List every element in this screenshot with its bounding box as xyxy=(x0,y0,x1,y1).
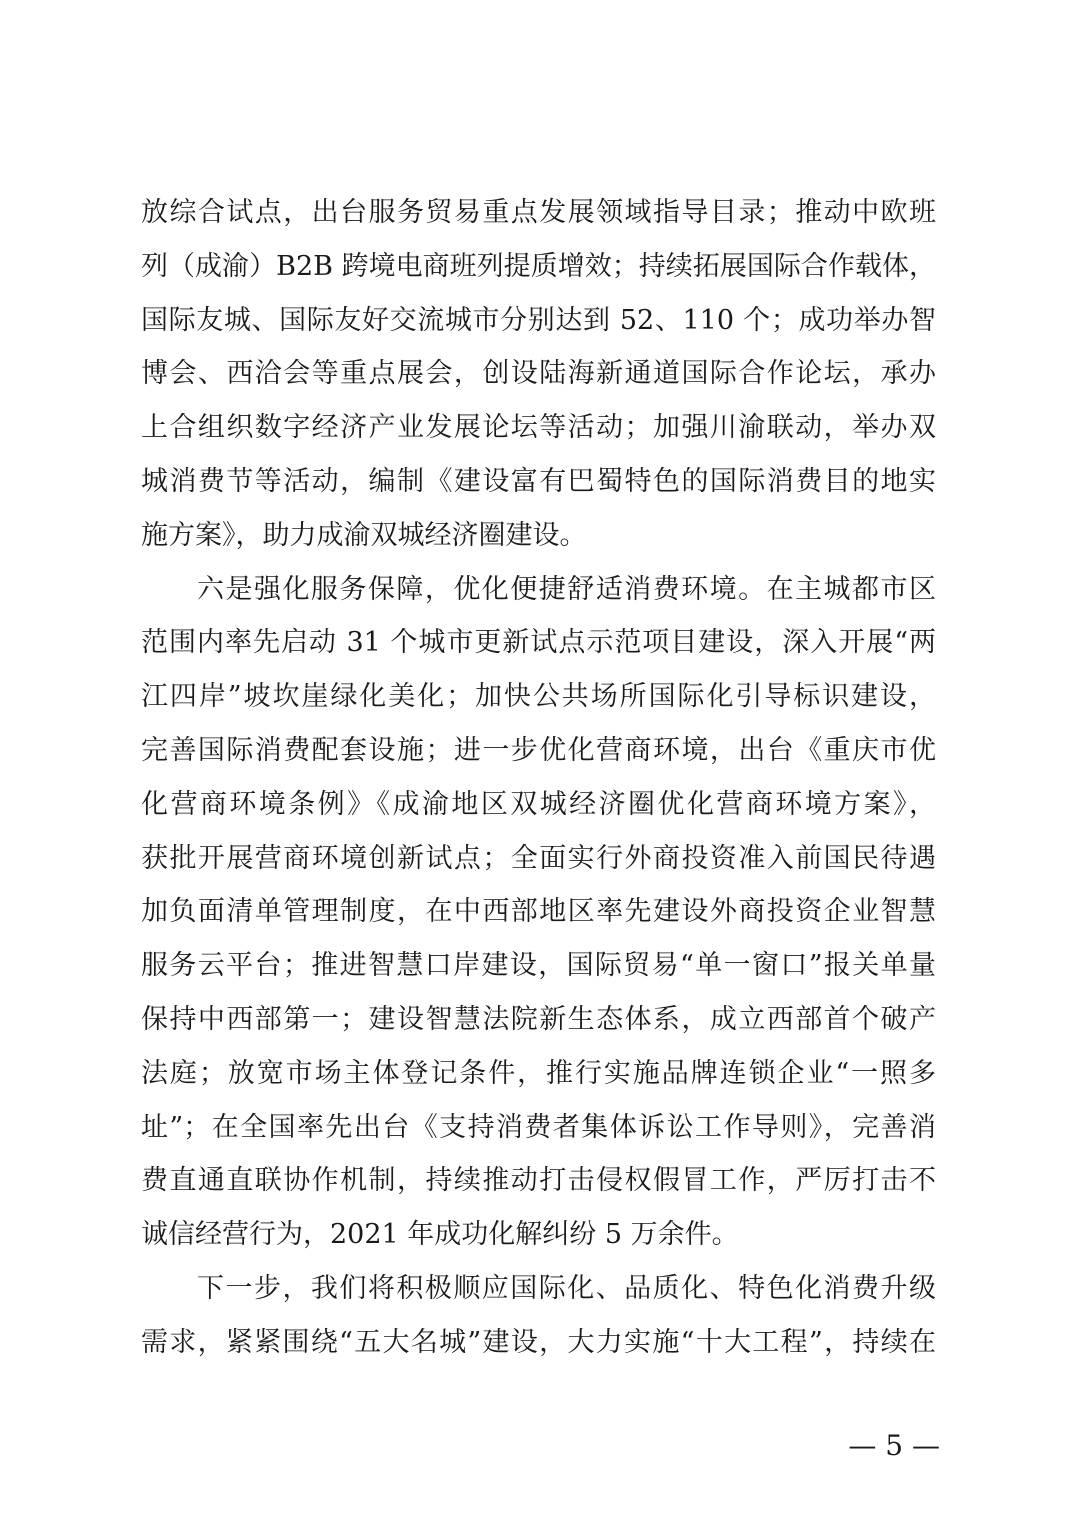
text-line: 诚信经营行为，2021 年成功化解纠纷 5 万余件。 xyxy=(141,1219,739,1251)
text-line: 化营商环境条例》《成渝地区双城经济圈优化营商环境方案》， xyxy=(141,788,936,820)
text-line: 城消费节等活动，编制《建设富有巴蜀特色的国际消费目的地实 xyxy=(141,465,936,497)
text-line: 获批开展营商环境创新试点；全面实行外商投资准入前国民待遇 xyxy=(141,842,936,874)
text-line: 上合组织数字经济产业发展论坛等活动；加强川渝联动，举办双 xyxy=(141,412,936,444)
text-line: 施方案》，助力成渝双城经济圈建设。 xyxy=(141,519,587,551)
page-number: — 5 — xyxy=(848,1429,940,1462)
text-line: 加负面清单管理制度，在中西部地区率先建设外商投资企业智慧 xyxy=(141,896,936,928)
paragraph-start-line: 六是强化服务保障，优化便捷舒适消费环境。在主城都市区 xyxy=(197,573,936,605)
text-line: 列（成渝）B2B 跨境电商班列提质增效；持续拓展国际合作载体， xyxy=(141,250,936,282)
paragraph-start-line: 下一步，我们将积极顺应国际化、品质化、特色化消费升级 xyxy=(197,1272,936,1304)
text-line: 服务云平台；推进智慧口岸建设，国际贸易“单一窗口”报关单量 xyxy=(141,950,936,982)
text-line: 址”；在全国率先出台《支持消费者集体诉讼工作导则》，完善消 xyxy=(141,1111,936,1143)
text-line: 博会、西洽会等重点展会，创设陆海新通道国际合作论坛，承办 xyxy=(141,358,936,390)
text-line: 法庭；放宽市场主体登记条件，推行实施品牌连锁企业“一照多 xyxy=(141,1057,936,1089)
text-line: 江四岸”坡坎崖绿化美化；加快公共场所国际化引导标识建设， xyxy=(141,681,936,713)
text-line: 范围内率先启动 31 个城市更新试点示范项目建设，深入开展“两 xyxy=(141,627,936,659)
body-text xyxy=(141,186,936,1370)
text-line: 放综合试点，出台服务贸易重点发展领域指导目录；推动中欧班 xyxy=(141,197,936,228)
text-line: 完善国际消费配套设施；进一步优化营商环境，出台《重庆市优 xyxy=(141,734,936,766)
text-line: 费直通直联协作机制，持续推动打击侵权假冒工作，严厉打击不 xyxy=(141,1165,936,1197)
text-line: 保持中西部第一；建设智慧法院新生态体系，成立西部首个破产 xyxy=(141,1003,936,1035)
text-line: 国际友城、国际友好交流城市分别达到 52、110 个；成功举办智 xyxy=(141,304,936,336)
text-line: 需求，紧紧围绕“五大名城”建设，大力实施“十大工程”，持续在 xyxy=(141,1326,936,1358)
